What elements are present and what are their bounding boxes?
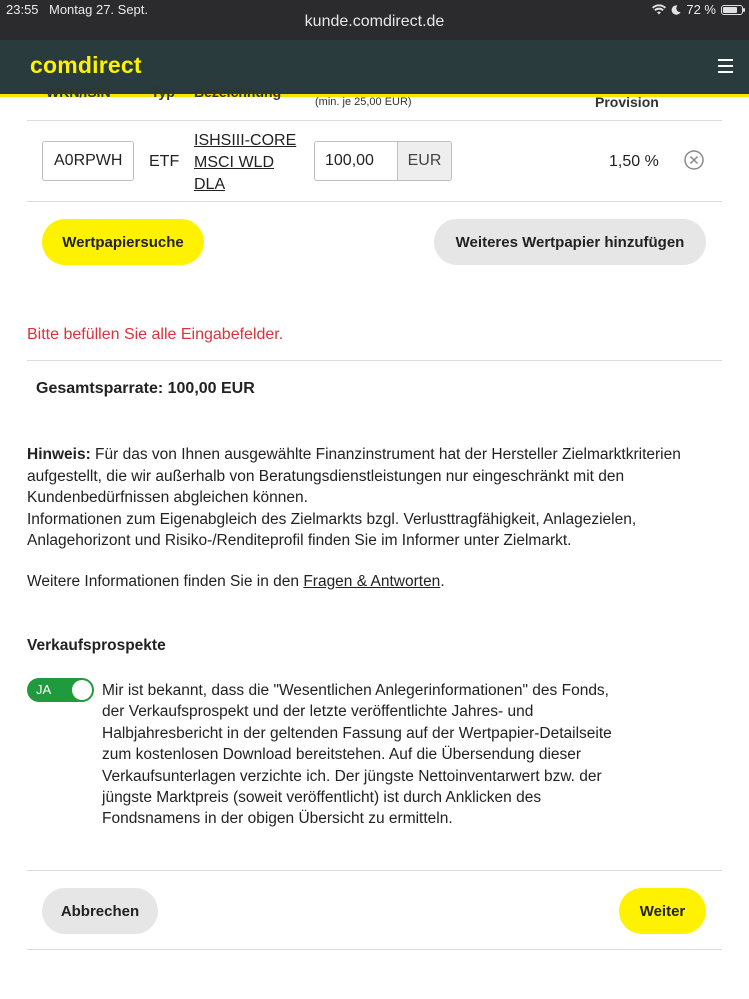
more-info-period: .: [440, 573, 445, 590]
status-date: Montag 27. Sept.: [49, 2, 149, 17]
wkn-input[interactable]: A0RPWH: [42, 141, 134, 181]
toggle-knob: [72, 680, 92, 700]
hint-text: Für das von Ihnen ausgewählte Finanzinstrument hat der Hersteller Zielmarktkriterien aufgestellt, die wir außerhalb von Beratungsdienstleistungen nur eingeschränkt mit den Kundenbedürfnissen abgleichen können.: [27, 446, 681, 506]
security-name-link[interactable]: ISHSIII-CORE MSCI WLD DLA: [194, 132, 297, 193]
security-type: ETF: [149, 153, 180, 170]
battery-icon: [721, 5, 743, 15]
toggle-label: JA: [36, 682, 52, 697]
cancel-button[interactable]: Abbrechen: [42, 888, 158, 934]
wifi-icon: [652, 4, 666, 15]
error-message: Bitte befüllen Sie alle Eingabefelder.: [27, 326, 284, 343]
faq-link[interactable]: Fragen & Antworten: [303, 573, 441, 590]
prospectus-consent-toggle[interactable]: [27, 678, 94, 702]
hint-label: Hinweis:: [27, 446, 91, 463]
battery-percent: 72 %: [686, 2, 716, 17]
moon-icon: [671, 5, 681, 15]
divider: [27, 120, 722, 121]
divider: [27, 870, 722, 871]
column-header-typ: Typ: [151, 84, 175, 100]
next-button[interactable]: Weiter: [619, 888, 706, 934]
prospectus-consent-text: Mir ist bekannt, dass die "Wesentlichen Anlegerinformationen" des Fonds, der Verkaufsprospekt und der letzte veröffentlichte Jahres- und Halbjahresbericht in der geltenden Fassung auf der Wertpapier-Detailseite zum kostenlosen Download bereitstehen. Auf die Übersendung dieser Verkaufsunterlagen verzichte ich. Der jüngste Nettoinventarwert bzw. der jüngste Marktpreis (soweit veröffentlicht) ist durch Anklicken des Fondsnamens in der obigen Übersicht zu ermitteln.: [102, 682, 612, 828]
add-security-button[interactable]: Weiteres Wertpapier hinzufügen: [434, 219, 706, 265]
hamburger-menu-icon[interactable]: [718, 59, 733, 73]
remove-row-icon[interactable]: [684, 150, 704, 170]
currency-addon: EUR: [397, 141, 452, 181]
status-bar: [0, 0, 749, 40]
section-title-verkaufsprospekte: Verkaufsprospekte: [27, 637, 166, 654]
hint-paragraph: [27, 444, 727, 552]
hint-text-target-market: Informationen zum Eigenabgleich des Zielmarkts bzgl. Verlusttragfähigkeit, Anlagezielen, Anlagehorizont und Risiko-/Renditeprofil finden Sie im Informer unter Zielmarkt.: [27, 510, 637, 549]
more-info: [27, 573, 445, 591]
total-savings-rate: Gesamtsparrate: 100,00 EUR: [36, 380, 255, 397]
column-header-amount-hint: (min. je 25,00 EUR): [315, 96, 412, 108]
divider: [27, 949, 722, 950]
column-header-bezeichnung: Bezeichnung: [194, 84, 282, 100]
security-search-button[interactable]: Wertpapiersuche: [42, 219, 204, 265]
divider: [27, 201, 722, 202]
comdirect-logo[interactable]: comdirect: [30, 52, 142, 78]
site-header: [0, 40, 749, 97]
divider: [27, 360, 722, 361]
column-header-provision: Provision: [595, 94, 659, 110]
status-indicators: [652, 2, 743, 17]
more-info-text: Weitere Informationen finden Sie in den: [27, 573, 304, 590]
savings-amount-input[interactable]: 100,00: [314, 141, 398, 181]
status-time: 23:55: [6, 2, 39, 17]
provision-value: 1,50 %: [609, 153, 659, 170]
address-bar-url[interactable]: kunde.comdirect.de: [304, 13, 445, 30]
column-header-wkn: WKN/ISIN: [46, 84, 111, 100]
